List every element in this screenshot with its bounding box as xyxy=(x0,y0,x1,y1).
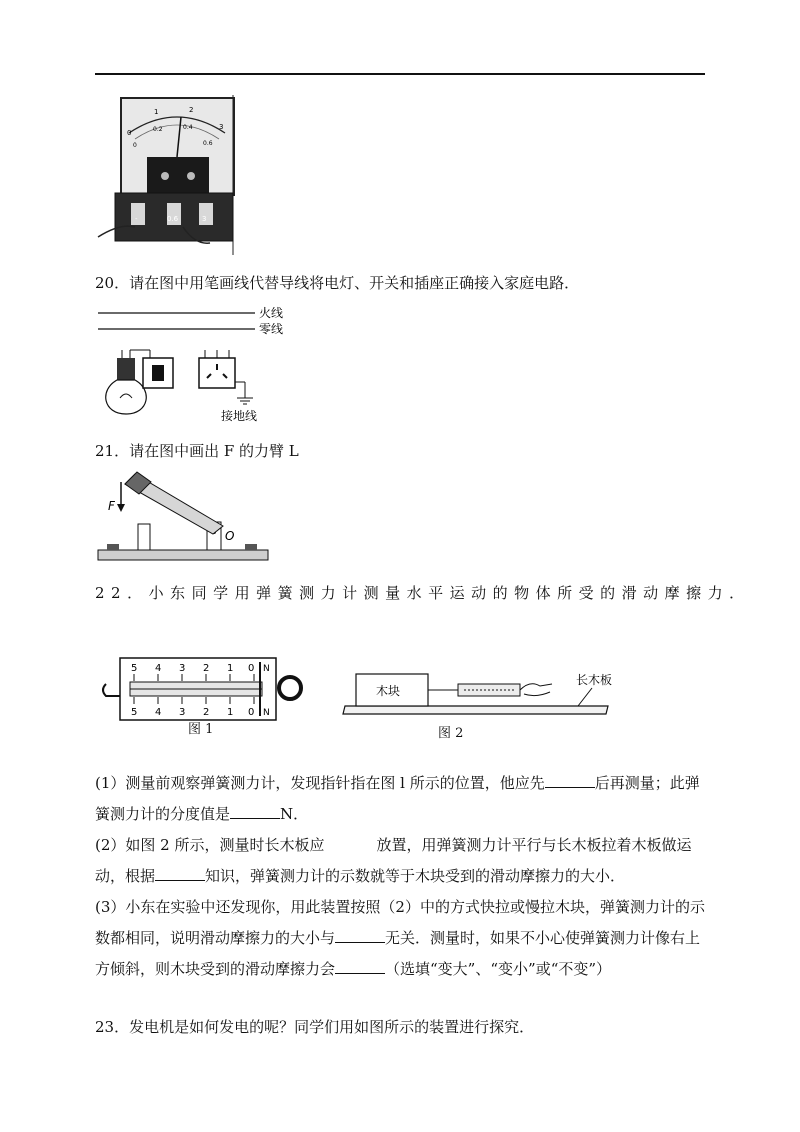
screw-left xyxy=(161,172,169,180)
lamp-bulb xyxy=(106,380,147,414)
long-board xyxy=(343,706,608,714)
block-label: 木块 xyxy=(376,684,401,698)
lamp-socket xyxy=(117,358,135,380)
scale-tick-3-b: 3 xyxy=(179,707,186,718)
scale-tick-2-b: 2 xyxy=(203,707,210,718)
q22-1-text-a: (1）测量前观察弹簧测力计，发现指针指在图 l 所示的位置，他应先 xyxy=(95,774,545,792)
bottom-scale-2: 0.4 xyxy=(183,124,193,131)
force-label: F xyxy=(108,499,115,513)
terminal-label-3: 3 xyxy=(202,215,207,223)
q22-3-text-a: (3）小东在实验中还发现你，用此装置按照（2）中的方式快拉或慢拉木块，弹簧测力计的示数都相同，说明滑动摩擦力的大小与 xyxy=(95,898,705,947)
lever-block xyxy=(138,524,150,550)
q22-1-text-c: N． xyxy=(280,805,309,823)
terminal-label-06: 0.6 xyxy=(167,215,179,223)
scale-tick-0-b: 0 xyxy=(248,707,255,718)
screw-right xyxy=(187,172,195,180)
circuit-figure xyxy=(95,302,305,427)
scale-tick-5: 5 xyxy=(131,663,138,674)
top-scale-3: 3 xyxy=(219,123,224,131)
base-foot-right xyxy=(245,544,257,550)
answer-blank-2[interactable] xyxy=(230,804,280,819)
terminal-neg xyxy=(131,203,145,225)
ammeter-figure xyxy=(95,95,240,255)
answer-blank-4[interactable] xyxy=(155,866,205,881)
switch-toggle xyxy=(152,365,164,381)
q22-3-text-c: （选填“变大”、“变小”或“不变”） xyxy=(385,960,612,978)
ground-label: 接地线 xyxy=(221,409,258,423)
answer-blank-5[interactable] xyxy=(335,928,385,943)
question-22-part-1 xyxy=(95,768,710,830)
scale-tick-0: 0 xyxy=(248,663,255,674)
q22-1-text-b: 后再测量；此弹簧测力计的分度值是 xyxy=(95,774,700,823)
live-label: 火线 xyxy=(259,306,284,320)
hand-outline xyxy=(520,684,552,690)
lever-figure xyxy=(95,468,275,566)
scale-tick-5-b: 5 xyxy=(131,707,138,718)
question-22-part-3 xyxy=(95,892,710,985)
neutral-label: 零线 xyxy=(259,322,284,336)
base-foot-left xyxy=(107,544,119,550)
scale-hook xyxy=(103,684,120,696)
scale-tick-4: 4 xyxy=(155,663,162,674)
scale-tick-4-b: 4 xyxy=(155,707,162,718)
question-23: 23．发电机是如何发电的呢？同学们用如图所示的装置进行探究． xyxy=(95,1018,535,1036)
figure-1-caption: 图 1 xyxy=(188,722,214,737)
question-22: 22．小东同学用弹簧测力计测量水平运动的物体所受的滑动摩擦力． xyxy=(95,584,751,602)
friction-setup-figure xyxy=(340,660,620,720)
scale-ring xyxy=(279,677,301,699)
scale-tick-3: 3 xyxy=(179,663,186,674)
scale-tick-1: 1 xyxy=(227,663,234,674)
scale-tick-2: 2 xyxy=(203,663,210,674)
answer-blank-6[interactable] xyxy=(335,959,385,974)
question-20: 20．请在图中用笔画线代替导线将电灯、开关和插座正确接入家庭电路． xyxy=(95,274,580,292)
q22-2-text-b: 放置，用弹簧测力计平行与长木板拉着木板做运动，根据 xyxy=(95,836,692,885)
top-scale-0: 0 xyxy=(127,129,132,137)
q22-2-text-a: (2）如图 2 所示，测量时长木板应 xyxy=(95,836,325,854)
question-22-part-2 xyxy=(95,830,710,892)
q22-3-text-b: 无关．测量时，如果不小心使弹簧测力计像右上方倾斜，则木块受到的滑动摩擦力会 xyxy=(95,929,701,978)
top-scale-1: 1 xyxy=(154,108,159,116)
terminal-label-neg: - xyxy=(135,215,138,223)
top-scale-2: 2 xyxy=(189,106,194,114)
socket-plate xyxy=(199,358,235,388)
figure-2-caption: 图 2 xyxy=(438,726,464,741)
lever-base xyxy=(98,550,268,560)
force-arrowhead xyxy=(117,504,125,512)
bottom-scale-0: 0 xyxy=(133,142,137,149)
header-rule xyxy=(95,73,705,75)
scale-unit-bottom: N xyxy=(263,708,270,718)
question-21: 21．请在图中画出 F 的力臂 L xyxy=(95,442,299,460)
hand-outline-lower xyxy=(524,692,550,696)
q22-2-text-c: 知识，弹簧测力计的示数就等于木块受到的滑动摩擦力的大小． xyxy=(205,867,626,885)
board-label-leader xyxy=(578,688,592,706)
scale-unit-top: N xyxy=(263,664,270,674)
pivot-label: O xyxy=(225,529,235,543)
board-label: 长木板 xyxy=(576,673,613,687)
answer-blank-1[interactable] xyxy=(545,773,595,788)
bottom-scale-3: 0.6 xyxy=(203,140,213,147)
scale-tick-1-b: 1 xyxy=(227,707,234,718)
bottom-scale-1: 0.2 xyxy=(153,126,163,133)
meter-housing xyxy=(147,157,209,193)
